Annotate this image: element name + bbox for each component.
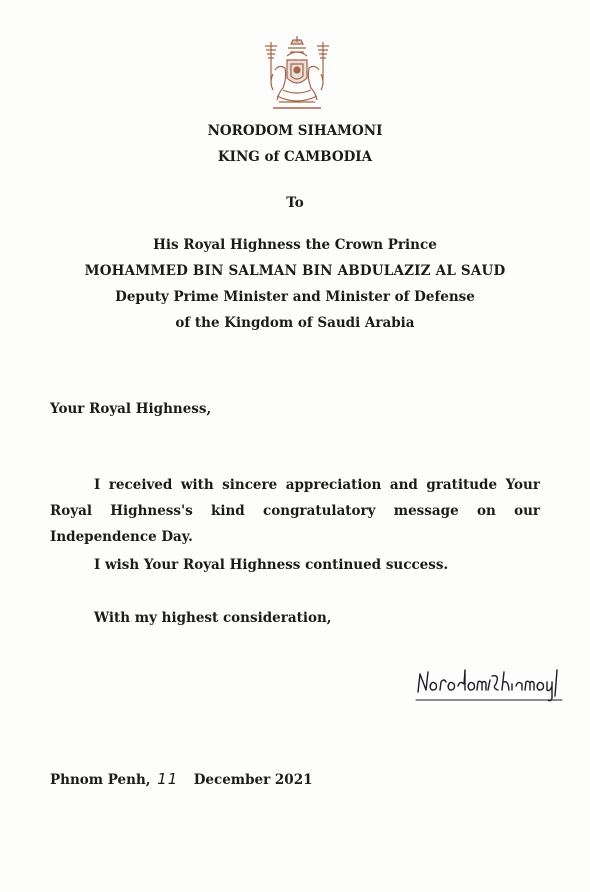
sender-title: KING of CAMBODIA <box>217 149 373 165</box>
dateline <box>50 766 313 793</box>
body-paragraph-1 <box>50 472 540 550</box>
body-paragraph-2: I wish Your Royal Highness continued success. <box>94 557 449 573</box>
body-paragraph-1-text: I received with sincere appreciation and gratitude Your Royal Highness's kind congratulatory message on our Independence Day. <box>50 477 540 545</box>
recipient-name: MOHAMMED BIN SALMAN BIN ABDULAZIZ AL SAUD <box>84 263 506 279</box>
recipient-country: of the Kingdom of Saudi Arabia <box>175 315 415 331</box>
recipient-honorific: His Royal Highness the Crown Prince <box>153 237 437 253</box>
sender-block <box>0 118 590 170</box>
dateline-place: Phnom Penh, <box>50 772 151 788</box>
closing: With my highest consideration, <box>94 610 332 626</box>
handwritten-signature <box>414 656 564 706</box>
sender-name: NORODOM SIHAMONI <box>207 123 383 139</box>
addressee-prefix: To <box>286 195 304 211</box>
recipient-role: Deputy Prime Minister and Minister of Defense <box>115 289 475 305</box>
dateline-day: 11 <box>157 770 179 788</box>
royal-coat-of-arms-icon <box>257 34 337 114</box>
salutation: Your Royal Highness, <box>50 401 212 417</box>
recipient-block <box>0 232 590 336</box>
dateline-month-year: December 2021 <box>193 772 313 788</box>
